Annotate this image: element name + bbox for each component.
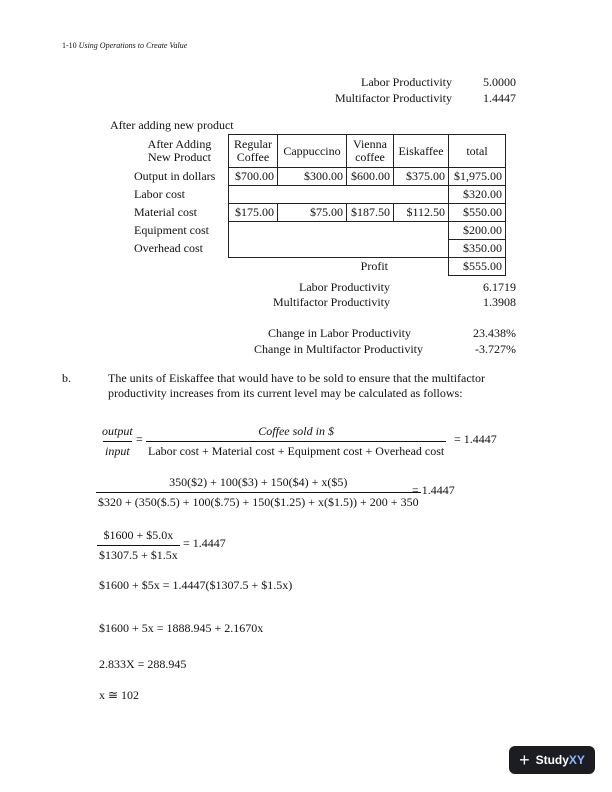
table-cell: $600.00 <box>347 168 394 186</box>
before-multifactor-productivity-label: Multifactor Productivity <box>335 91 452 105</box>
page-number: 1-10 <box>62 41 77 50</box>
after-labor-productivity-label: Labor Productivity <box>299 280 390 294</box>
table-header-row <box>131 135 506 168</box>
after-multifactor-productivity-value: 1.3908 <box>483 295 516 309</box>
eq2-denominator: $320 + (350($.5) + 100($.75) + 150($1.25) + x($1.5)) + 200 + 350 <box>96 492 421 510</box>
change-labor-productivity-value: 23.438% <box>473 326 516 340</box>
empty-merged-cell <box>229 186 449 204</box>
eq1-denominator: Labor cost + Material cost + Equipment cost + Overhead cost <box>148 444 445 458</box>
part-b-text-line2: productivity increases from its current level may be calculated as follows: <box>108 386 463 400</box>
row-label: Labor cost <box>134 187 185 201</box>
studyxy-badge[interactable] <box>509 746 595 774</box>
change-labor-productivity-label: Change in Labor Productivity <box>268 326 411 340</box>
table-cell: $175.00 <box>229 204 278 222</box>
total-cell: $550.00 <box>449 204 506 222</box>
empty-merged-cell <box>229 222 449 258</box>
table-cell: $300.00 <box>278 168 347 186</box>
change-multifactor-productivity-label: Change in Multifactor Productivity <box>254 342 423 356</box>
table-corner-header: After Adding New Product <box>147 137 212 164</box>
table-cell: $112.50 <box>394 204 449 222</box>
column-header-cappuccino: Cappuccino <box>278 135 347 168</box>
eq3-denominator: $1307.5 + $1.5x <box>97 545 180 563</box>
part-b-text-line1: The units of Eiskaffee that would have to be sold to ensure that the multifactor <box>108 371 486 385</box>
eq5: $1600 + 5x = 1888.945 + 2.1670x <box>99 621 264 635</box>
table-row <box>131 168 506 186</box>
column-header-total: total <box>449 135 506 168</box>
table-row <box>131 186 506 204</box>
total-cell: $320.00 <box>449 186 506 204</box>
profit-value: $555.00 <box>449 258 506 276</box>
total-cell: $200.00 <box>449 222 506 240</box>
eq1-result: = 1.4447 <box>454 432 497 446</box>
eq3-numerator: $1600 + $5.0x <box>103 528 174 542</box>
column-header-eiskaffee: Eiskaffee <box>394 135 449 168</box>
eq1-input: input <box>105 444 130 458</box>
column-header-regular-coffee: Regular Coffee <box>229 135 278 168</box>
table-row <box>131 222 506 240</box>
before-multifactor-productivity-value: 1.4447 <box>483 91 516 105</box>
row-label: Output in dollars <box>134 169 216 183</box>
eq2-numerator: 350($2) + 100($3) + 150($4) + x($5) <box>169 475 348 489</box>
column-header-vienna-coffee: Vienna coffee <box>347 135 394 168</box>
eq3-fraction <box>97 528 180 563</box>
after-labor-productivity-value: 6.1719 <box>483 280 516 294</box>
eq1-right-fraction <box>146 424 446 459</box>
eq1-equals: = <box>136 432 143 446</box>
eq1-numerator: Coffee sold in $ <box>258 424 334 438</box>
eq1-output: output <box>102 424 133 438</box>
eq1-left-fraction <box>100 424 135 459</box>
brand-name: StudyXY <box>535 753 585 767</box>
profit-label: Profit <box>360 259 388 274</box>
profit-row <box>131 258 506 276</box>
table-cell: $75.00 <box>278 204 347 222</box>
section-label: After adding new product <box>110 118 234 132</box>
part-b-marker: b. <box>62 371 71 385</box>
total-cell: $350.00 <box>449 240 506 258</box>
eq2-fraction <box>96 475 421 510</box>
eq2-result: = 1.4447 <box>412 483 455 497</box>
eq3-result: = 1.4447 <box>183 536 226 550</box>
row-label: Equipment cost <box>134 223 209 237</box>
chapter-title: Using Operations to Create Value <box>78 41 188 50</box>
row-label: Material cost <box>134 205 197 219</box>
eq6: 2.833X = 288.945 <box>99 657 187 671</box>
table-cell: $187.50 <box>347 204 394 222</box>
row-label: Overhead cost <box>134 241 203 255</box>
productivity-table <box>131 134 506 276</box>
total-cell: $1,975.00 <box>449 168 506 186</box>
eq7: x ≅ 102 <box>99 688 140 702</box>
plus-icon: + <box>519 750 530 770</box>
eq4: $1600 + $5x = 1.4447($1307.5 + $1.5x) <box>99 578 293 592</box>
change-multifactor-productivity-value: -3.727% <box>475 342 516 356</box>
before-labor-productivity-label: Labor Productivity <box>361 75 452 89</box>
table-row <box>131 204 506 222</box>
after-multifactor-productivity-label: Multifactor Productivity <box>273 295 390 309</box>
table-cell: $375.00 <box>394 168 449 186</box>
before-labor-productivity-value: 5.0000 <box>483 75 516 89</box>
table-cell: $700.00 <box>229 168 278 186</box>
page-header <box>62 41 187 50</box>
